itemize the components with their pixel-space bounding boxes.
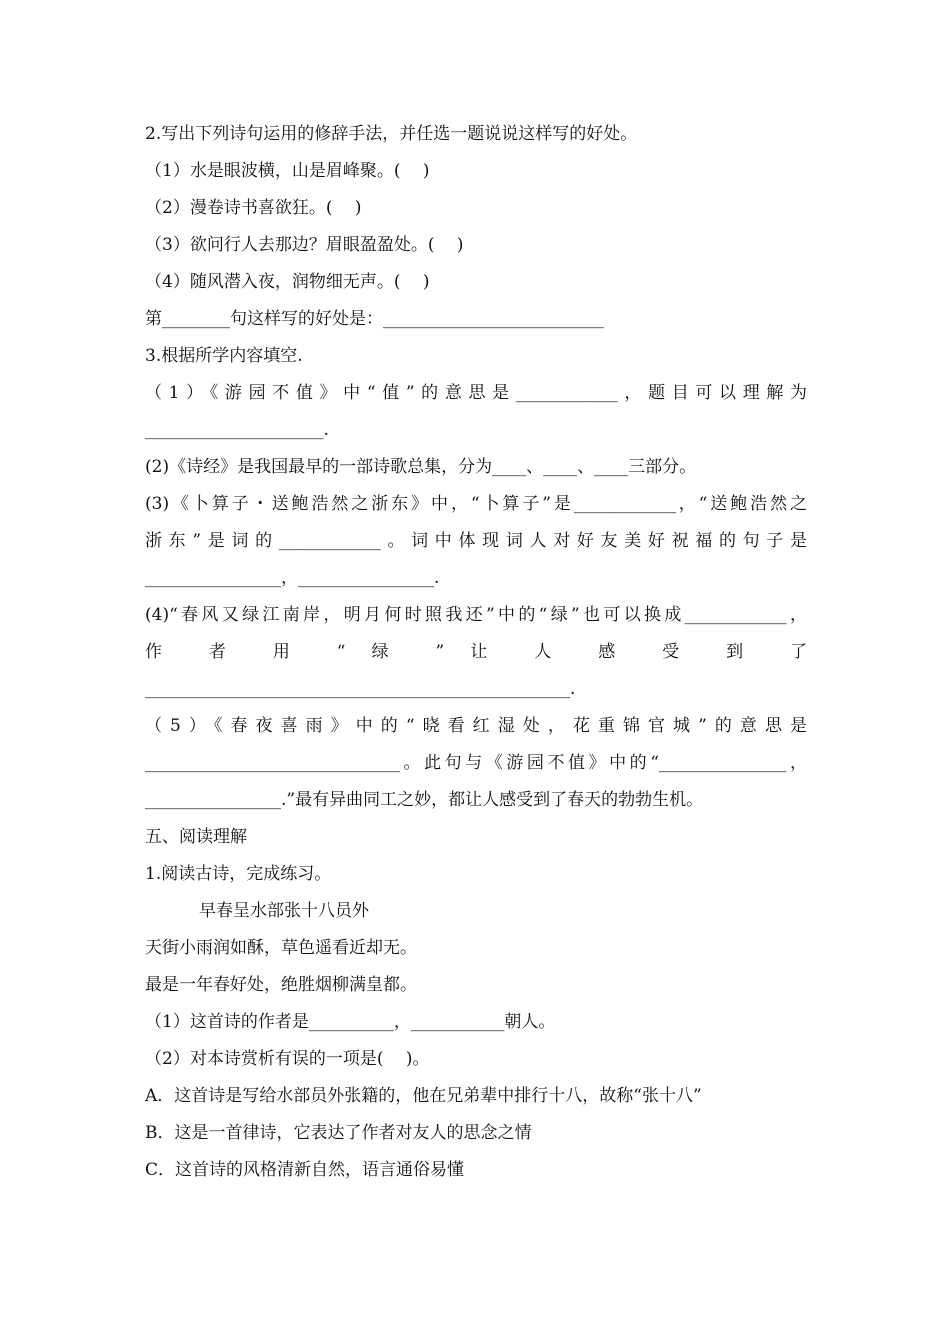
q2-heading: 2.写出下列诗句运用的修辞手法，并任选一题说说这样写的好处。 — [145, 124, 638, 144]
q2-item-3: （3）欲问行人去那边？眉眼盈盈处。( ) — [145, 235, 464, 255]
option-a: A．这首诗是写给水部员外张籍的，他在兄弟辈中排行十八，故称“张十八” — [145, 1086, 702, 1106]
q3-line-6: ________________，________________. — [145, 568, 440, 588]
q3-line-12: ________________.”最有异曲同工之妙，都让人感受到了春天的勃勃生机。 — [145, 790, 704, 810]
q2-item-2: （2）漫卷诗书喜欲狂。( ) — [145, 198, 362, 218]
q3-heading: 3.根据所学内容填空. — [145, 346, 303, 366]
q3-line-7: (4)“春风又绿江南岸，明月何时照我还”中的“绿”也可以换成____________， — [145, 605, 807, 625]
option-b: B．这是一首律诗，它表达了作者对友人的思念之情 — [145, 1123, 532, 1143]
q3-line-5: 浙东”是词的____________。词中体现词人对好友美好祝福的句子是 — [145, 531, 807, 551]
q3-line-9: __________________________________________________. — [145, 679, 576, 699]
q3-line-3: (2)《诗经》是我国最早的一部诗歌总集，分为____、____、____三部分。 — [145, 457, 697, 477]
q2-item-4: （4）随风潜入夜，润物细无声。( ) — [145, 272, 430, 292]
option-c: C．这首诗的风格清新自然，语言通俗易懂 — [145, 1160, 465, 1180]
q2-item-1: （1）水是眼波横，山是眉峰聚。( ) — [145, 161, 430, 181]
q3-line-4: (3)《卜算子・送鲍浩然之浙东》中，“卜算子”是____________，“送鲍浩然之 — [145, 494, 807, 514]
sub-question-2: （2）对本诗赏析有误的一项是( )。 — [145, 1049, 430, 1069]
worksheet-page — [145, 116, 807, 1189]
sub-question-1: （1）这首诗的作者是__________，___________朝人。 — [145, 1012, 556, 1032]
reading-q1-heading: 1.阅读古诗，完成练习。 — [145, 864, 332, 884]
poem-line-2: 最是一年春好处，绝胜烟柳满皇都。 — [145, 975, 417, 995]
q3-line-1: （1）《游园不值》中“值”的意思是____________，题目可以理解为 — [145, 383, 807, 403]
q2-benefit-line: 第________句这样写的好处是：__________________________ — [145, 309, 604, 329]
section-5-heading: 五、阅读理解 — [145, 827, 247, 847]
q3-line-8: 作 者 用 “ 绿 ” 让 人 感 受 到 了 — [145, 642, 807, 662]
q3-line-2: _____________________. — [145, 420, 329, 440]
poem-title: 早春呈水部张十八员外 — [199, 901, 369, 921]
q3-line-11: ______________________________。此句与《游园不值》中的“_______________， — [145, 753, 807, 773]
poem-line-1: 天街小雨润如酥，草色遥看近却无。 — [145, 938, 417, 958]
q3-line-10: （5）《春夜喜雨》中的“晓看红湿处，花重锦官城”的意思是 — [145, 716, 807, 736]
